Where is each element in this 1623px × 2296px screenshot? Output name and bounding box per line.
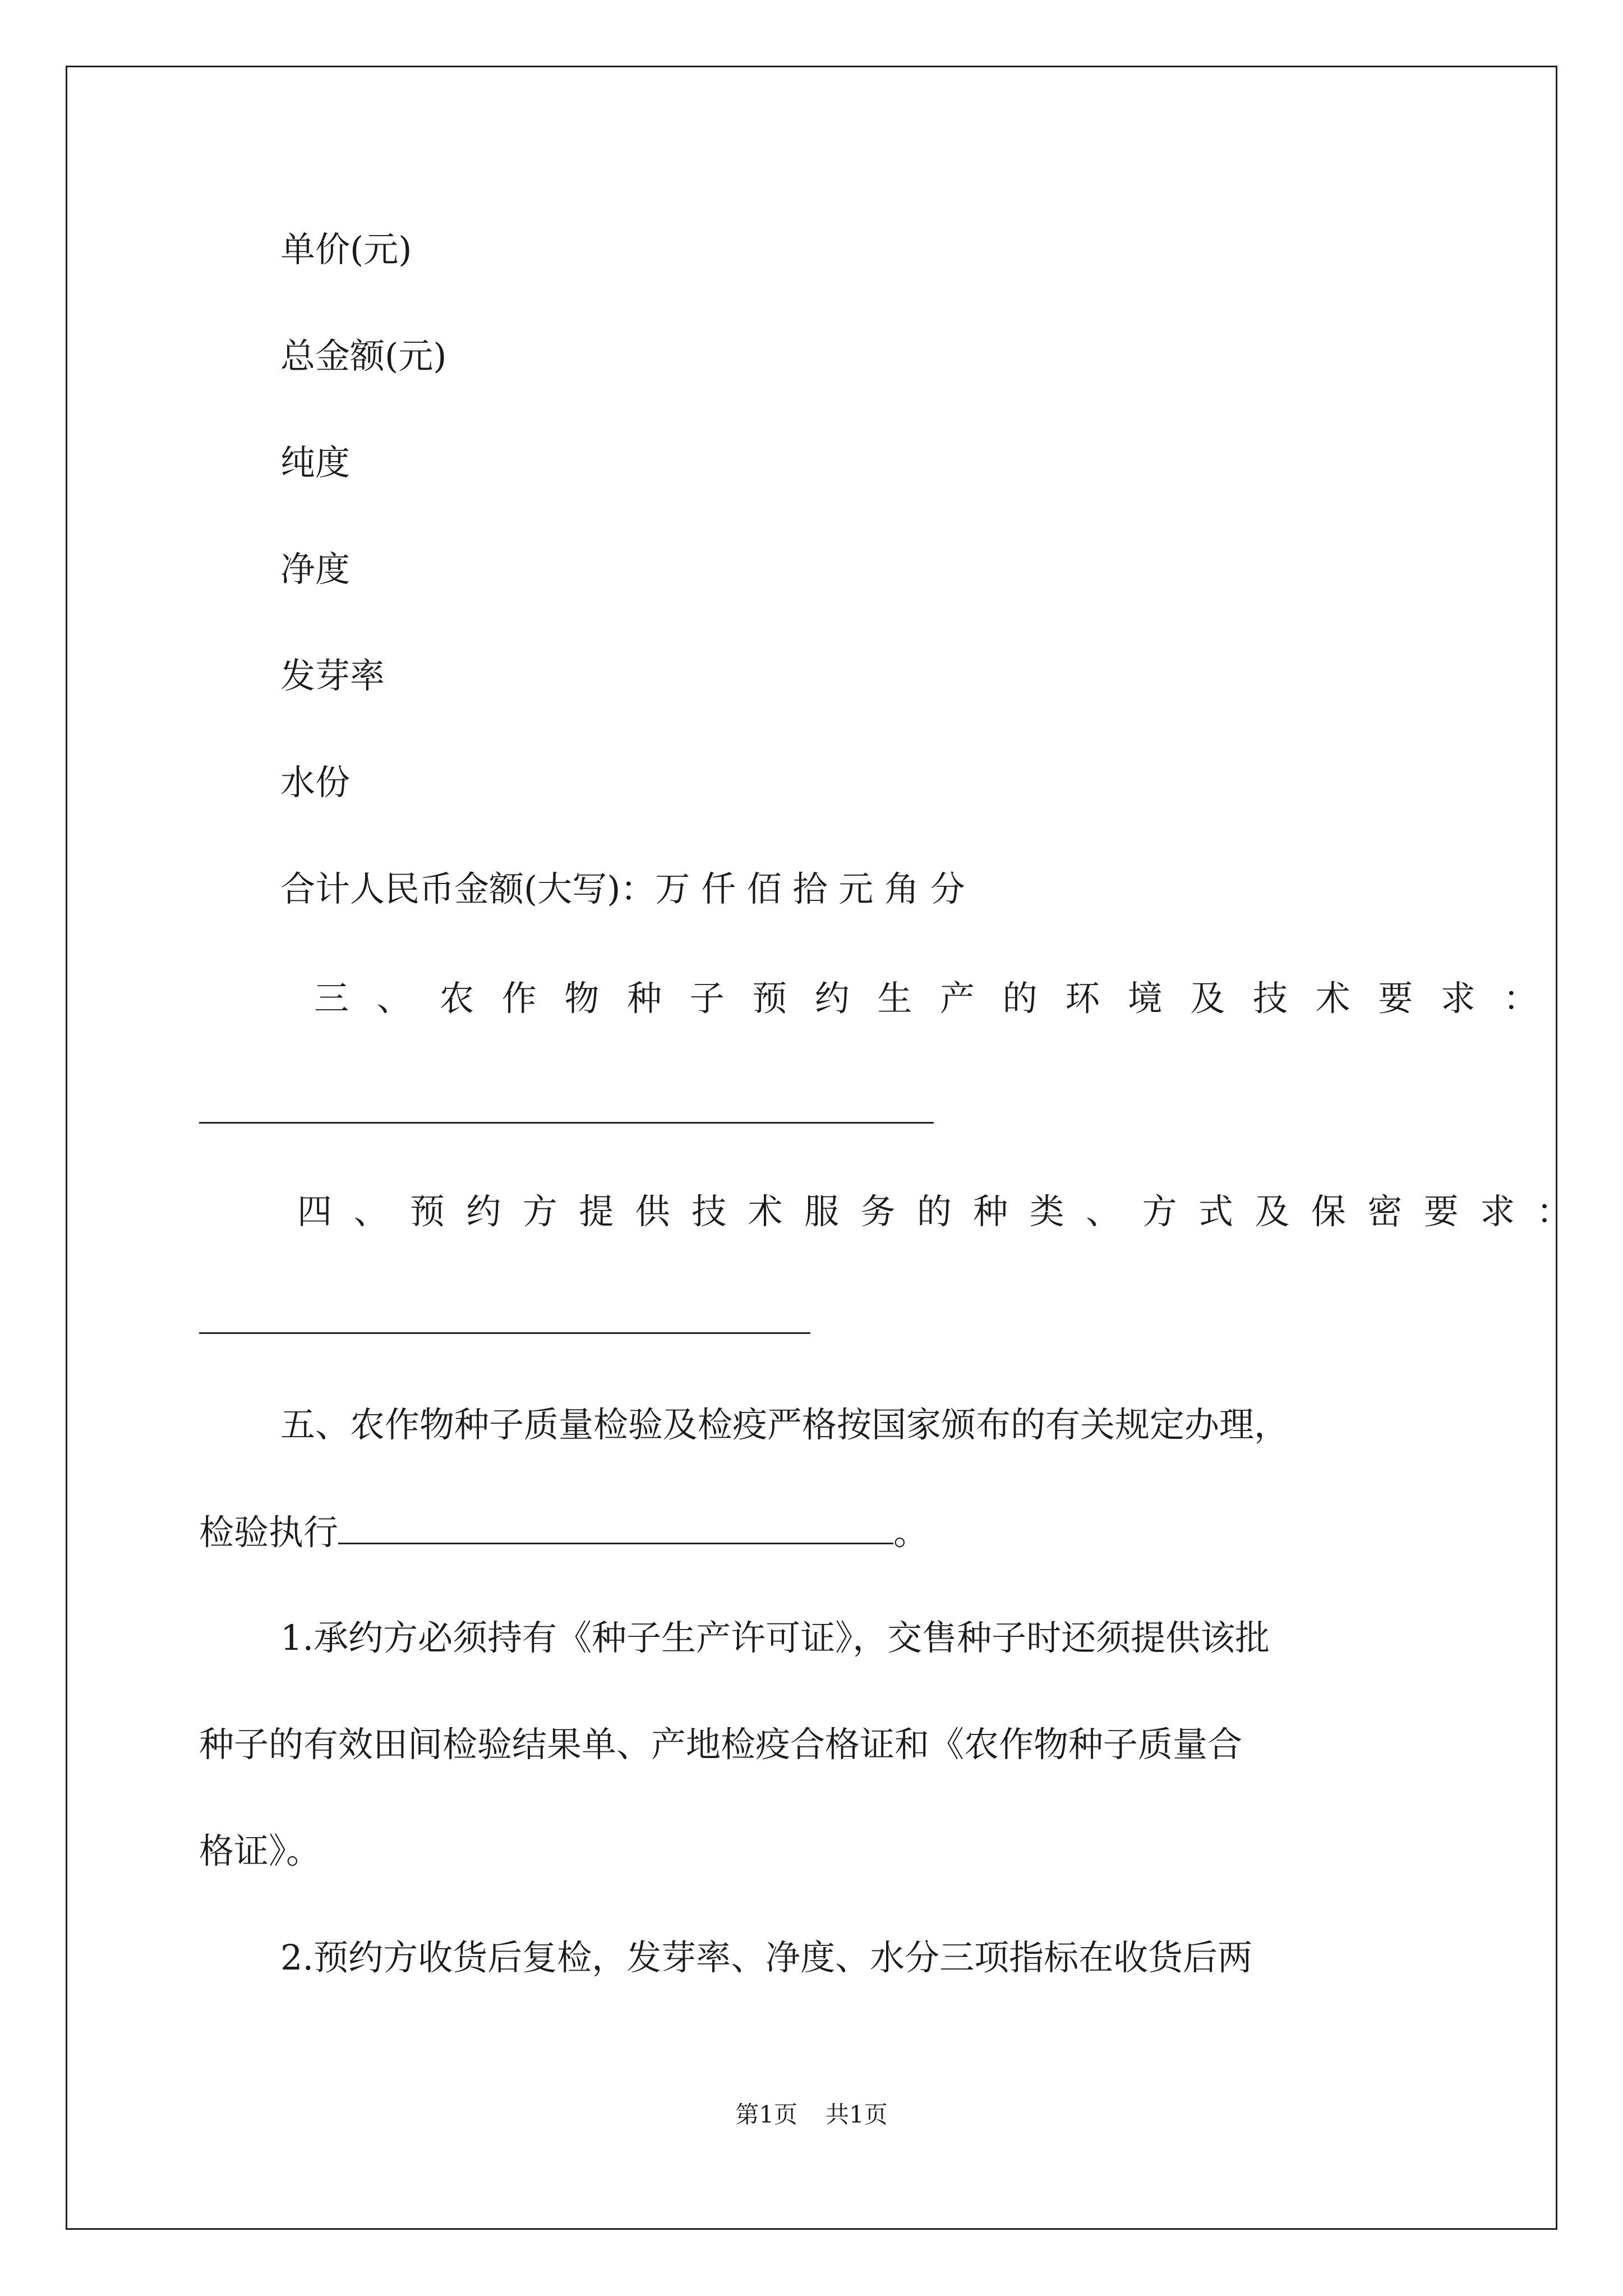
item-1-line-1: 1.承约方必须持有《种子生产许可证》，交售种子时还须提供该批 [280, 1617, 1270, 1658]
moisture-line: 水份 [280, 762, 351, 803]
total-amount-line: 总金额(元) [280, 335, 447, 376]
section-four-heading: 四、预约方提供技术服务的种类、方式及保密要求： [297, 1191, 1593, 1232]
inspection-standard-blank [338, 1509, 893, 1544]
item-1-line-3: 格证》。 [199, 1830, 321, 1871]
total-rmb-line: 合计人民币金额(大写)：万 仟 佰 拾 元 角 分 [280, 868, 965, 909]
purity-line: 纯度 [280, 442, 351, 483]
section-three-heading: 三、农作物种子预约生产的环境及技术要求： [314, 978, 1566, 1019]
page-total: 共1页 [826, 2101, 888, 2128]
germination-rate-line: 发芽率 [280, 655, 385, 696]
section-three-blank [199, 1122, 934, 1124]
section-five-line-1: 五、农作物种子质量检验及检疫严格按国家颁布的有关规定办理， [280, 1404, 1289, 1445]
sentence-end: 。 [893, 1512, 929, 1553]
section-four-blank [199, 1332, 810, 1334]
unit-price-line: 单价(元) [280, 229, 412, 270]
page-border [66, 66, 1557, 2230]
page-current: 第1页 [735, 2101, 797, 2128]
section-five-line-2 [199, 1509, 928, 1555]
page-footer [0, 2098, 1623, 2132]
cleanliness-line: 净度 [280, 549, 351, 590]
item-2-line-1: 2.预约方收货后复检，发芽率、净度、水分三项指标在收货后两 [280, 1937, 1253, 1978]
item-1-line-2: 种子的有效田间检验结果单、产地检疫合格证和《农作物种子质量合 [199, 1724, 1243, 1765]
inspection-label: 检验执行 [199, 1512, 339, 1553]
